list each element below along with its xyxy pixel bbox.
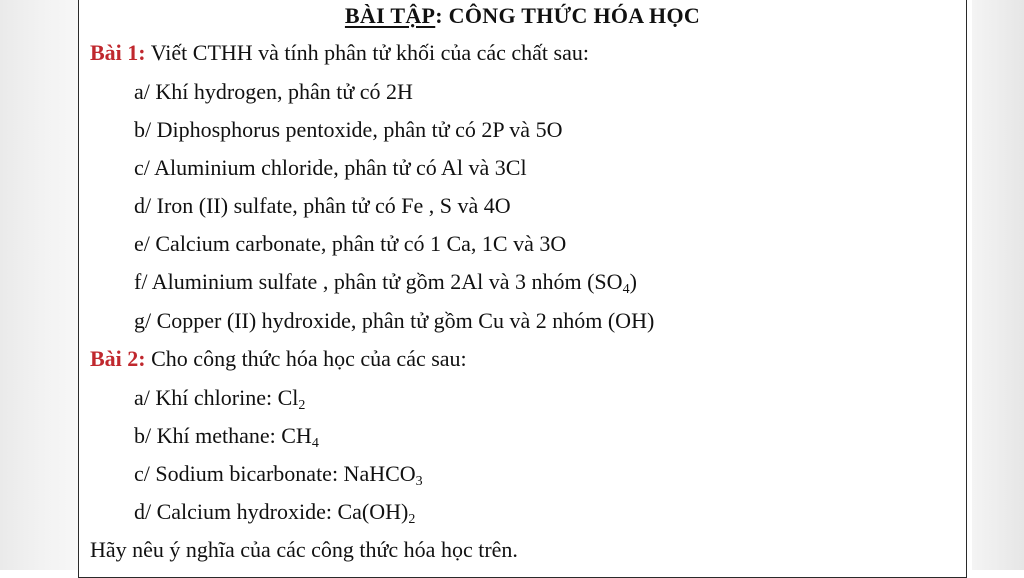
exercise-2-closing: Hãy nêu ý nghĩa của các công thức hóa học trên. <box>90 537 518 562</box>
exercise-1-item-b: b/ Diphosphorus pentoxide, phân tử có 2P và 5O <box>134 117 563 142</box>
title-rest: : CÔNG THỨC HÓA HỌC <box>435 3 701 28</box>
item-f-subscript: 4 <box>622 282 630 297</box>
background-left-shadow <box>0 0 78 570</box>
item-c-text: c/ Sodium bicarbonate: NaHCO <box>134 461 416 486</box>
exercise-1-item-f <box>134 269 637 295</box>
exercise-2-item-a <box>134 385 305 411</box>
item-c-subscript: 3 <box>415 474 423 489</box>
item-d-text: d/ Calcium hydroxide: Ca(OH) <box>134 499 409 524</box>
item-b-subscript: 4 <box>311 436 319 451</box>
exercise-2-item-b <box>134 423 319 449</box>
exercise-2-label: Bài 2: <box>90 346 146 371</box>
exercise-1-item-a: a/ Khí hydrogen, phân tử có 2H <box>134 79 413 104</box>
item-f-text: f/ Aluminium sulfate , phân tử gồm 2Al và 3 nhóm (SO <box>134 269 623 294</box>
item-a-subscript: 2 <box>298 398 306 413</box>
exercise-1-item-c: c/ Aluminium chloride, phân tử có Al và 3Cl <box>134 155 527 180</box>
item-f-tail: ) <box>629 269 637 294</box>
exercise-2-prompt: Cho công thức hóa học của các sau: <box>145 346 467 371</box>
exercise-1-item-d: d/ Iron (II) sulfate, phân tử có Fe , S và 4O <box>134 193 511 218</box>
exercise-1-label: Bài 1: <box>90 40 146 65</box>
item-a-text: a/ Khí chlorine: Cl <box>134 385 299 410</box>
exercise-1-item-g: g/ Copper (II) hydroxide, phân tử gồm Cu và 2 nhóm (OH) <box>134 308 655 333</box>
exercise-2-heading <box>90 346 467 372</box>
page-title <box>79 3 966 29</box>
exercise-2-item-c <box>134 461 423 487</box>
worksheet-page <box>78 0 967 578</box>
item-d-subscript: 2 <box>408 512 416 527</box>
exercise-2-item-d <box>134 499 415 525</box>
exercise-1-item-e: e/ Calcium carbonate, phân tử có 1 Ca, 1C và 3O <box>134 231 567 256</box>
exercise-1-heading <box>90 40 589 66</box>
title-underlined: BÀI TẬP <box>344 3 436 28</box>
exercise-1-prompt: Viết CTHH và tính phân tử khối của các chất sau: <box>145 40 589 65</box>
item-b-text: b/ Khí methane: CH <box>134 423 312 448</box>
background-right-shadow <box>972 0 1024 570</box>
